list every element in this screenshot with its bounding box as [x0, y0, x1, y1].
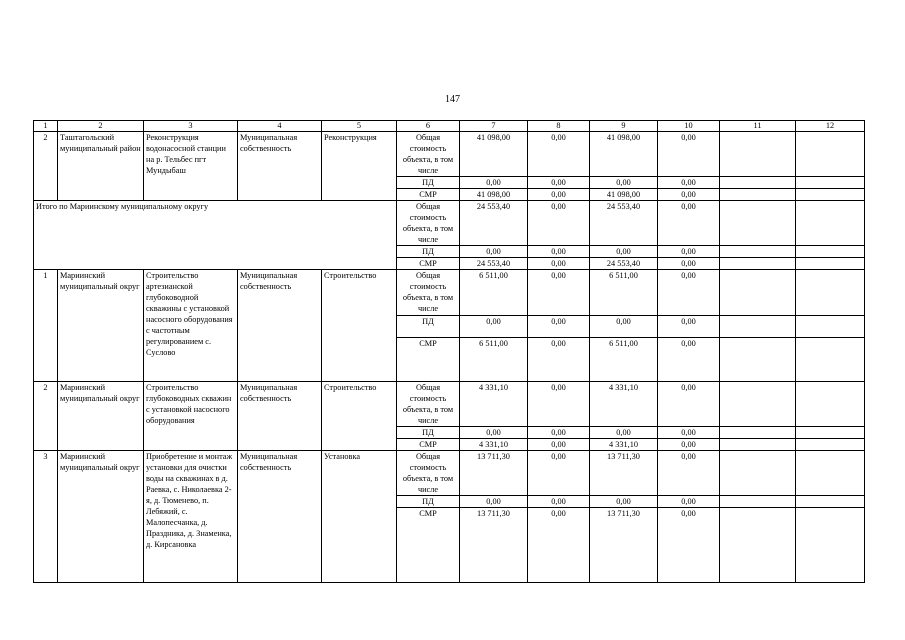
value-v8: 0,00 — [528, 189, 590, 201]
empty-cell-11 — [720, 189, 796, 201]
value-v7: 13 711,30 — [460, 508, 528, 583]
empty-cell-12 — [796, 427, 865, 439]
value-v7: 13 711,30 — [460, 451, 528, 496]
cost-label-smr: СМР — [397, 258, 460, 270]
empty-cell-11 — [720, 201, 796, 246]
table-row — [34, 201, 865, 246]
header-cell: 10 — [658, 121, 720, 132]
subtotal-label: Итого по Мариинскому муниципальному округу — [34, 201, 397, 270]
header-cell: 8 — [528, 121, 590, 132]
value-v8: 0,00 — [528, 427, 590, 439]
work-type-cell: Строительство — [322, 382, 397, 451]
empty-cell-11 — [720, 258, 796, 270]
value-v8: 0,00 — [528, 270, 590, 316]
value-v7: 24 553,40 — [460, 201, 528, 246]
value-v7: 0,00 — [460, 496, 528, 508]
value-v7: 24 553,40 — [460, 258, 528, 270]
empty-cell-11 — [720, 270, 796, 316]
cost-label-pd: ПД — [397, 177, 460, 189]
empty-cell-11 — [720, 439, 796, 451]
value-v9: 13 711,30 — [590, 451, 658, 496]
empty-cell-11 — [720, 246, 796, 258]
header-row — [34, 121, 865, 132]
value-v10: 0,00 — [658, 316, 720, 338]
object-cell: Реконструкция водонасосной станции на р. Тельбес пгт Мундыбаш — [144, 132, 238, 201]
value-v10: 0,00 — [658, 258, 720, 270]
value-v8: 0,00 — [528, 451, 590, 496]
municipality-cell: Мариинский муниципальный округ — [58, 270, 144, 382]
value-v8: 0,00 — [528, 258, 590, 270]
value-v9: 0,00 — [590, 177, 658, 189]
empty-cell-12 — [796, 496, 865, 508]
municipality-cell: Мариинский муниципальный округ — [58, 451, 144, 583]
page-number: 147 — [445, 94, 460, 105]
header-cell: 1 — [34, 121, 58, 132]
value-v7: 0,00 — [460, 427, 528, 439]
value-v7: 0,00 — [460, 246, 528, 258]
cost-label-smr: СМР — [397, 439, 460, 451]
header-cell: 7 — [460, 121, 528, 132]
header-cell: 5 — [322, 121, 397, 132]
work-type-cell: Реконструкция — [322, 132, 397, 201]
empty-cell-12 — [796, 270, 865, 316]
ownership-cell: Муниципальная собственность — [238, 132, 322, 201]
value-v9: 24 553,40 — [590, 201, 658, 246]
cost-label-total: Общая стоимость объекта, в том числе — [397, 451, 460, 496]
header-cell: 9 — [590, 121, 658, 132]
value-v8: 0,00 — [528, 338, 590, 382]
cost-label-pd: ПД — [397, 496, 460, 508]
value-v10: 0,00 — [658, 508, 720, 583]
table-row — [34, 451, 865, 496]
value-v8: 0,00 — [528, 316, 590, 338]
empty-cell-11 — [720, 338, 796, 382]
value-v9: 0,00 — [590, 246, 658, 258]
empty-cell-11 — [720, 427, 796, 439]
value-v10: 0,00 — [658, 496, 720, 508]
value-v8: 0,00 — [528, 201, 590, 246]
value-v10: 0,00 — [658, 132, 720, 177]
empty-cell-11 — [720, 496, 796, 508]
value-v7: 0,00 — [460, 316, 528, 338]
cost-label-pd: ПД — [397, 246, 460, 258]
object-cell: Строительство глубоководных скважин с установкой насосного оборудования — [144, 382, 238, 451]
empty-cell-12 — [796, 338, 865, 382]
value-v9: 13 711,30 — [590, 508, 658, 583]
empty-cell-11 — [720, 508, 796, 583]
header-cell: 3 — [144, 121, 238, 132]
municipality-cell: Мариинский муниципальный округ — [58, 382, 144, 451]
ownership-cell: Муниципальная собственность — [238, 382, 322, 451]
empty-cell-12 — [796, 382, 865, 427]
value-v8: 0,00 — [528, 177, 590, 189]
financing-table — [33, 120, 865, 583]
value-v8: 0,00 — [528, 496, 590, 508]
value-v10: 0,00 — [658, 427, 720, 439]
municipality-cell: Таштагольский муниципальный район — [58, 132, 144, 201]
value-v9: 6 511,00 — [590, 338, 658, 382]
value-v10: 0,00 — [658, 201, 720, 246]
cost-label-total: Общая стоимость объекта, в том числе — [397, 201, 460, 246]
object-cell: Строительство артезианской глубоководной скважины с установкой насосного оборудования с частотным регулированием с. Суслово — [144, 270, 238, 382]
value-v7: 41 098,00 — [460, 189, 528, 201]
value-v9: 0,00 — [590, 316, 658, 338]
empty-cell-11 — [720, 177, 796, 189]
value-v8: 0,00 — [528, 132, 590, 177]
value-v9: 4 331,10 — [590, 382, 658, 427]
cost-label-pd: ПД — [397, 316, 460, 338]
cost-label-total: Общая стоимость объекта, в том числе — [397, 270, 460, 316]
header-cell: 11 — [720, 121, 796, 132]
value-v9: 41 098,00 — [590, 189, 658, 201]
value-v10: 0,00 — [658, 189, 720, 201]
value-v10: 0,00 — [658, 270, 720, 316]
row-number: 2 — [34, 132, 58, 201]
cost-label-pd: ПД — [397, 427, 460, 439]
cost-label-total: Общая стоимость объекта, в том числе — [397, 132, 460, 177]
value-v7: 6 511,00 — [460, 338, 528, 382]
value-v8: 0,00 — [528, 508, 590, 583]
empty-cell-12 — [796, 201, 865, 246]
value-v7: 0,00 — [460, 177, 528, 189]
header-cell: 12 — [796, 121, 865, 132]
empty-cell-11 — [720, 451, 796, 496]
value-v10: 0,00 — [658, 439, 720, 451]
header-cell: 2 — [58, 121, 144, 132]
table-row — [34, 382, 865, 427]
table-row — [34, 132, 865, 177]
value-v7: 41 098,00 — [460, 132, 528, 177]
value-v10: 0,00 — [658, 246, 720, 258]
value-v10: 0,00 — [658, 382, 720, 427]
empty-cell-12 — [796, 451, 865, 496]
value-v9: 24 553,40 — [590, 258, 658, 270]
empty-cell-12 — [796, 316, 865, 338]
value-v9: 4 331,10 — [590, 439, 658, 451]
empty-cell-12 — [796, 189, 865, 201]
empty-cell-12 — [796, 132, 865, 177]
empty-cell-11 — [720, 132, 796, 177]
header-cell: 6 — [397, 121, 460, 132]
work-type-cell: Строительство — [322, 270, 397, 382]
value-v9: 0,00 — [590, 496, 658, 508]
empty-cell-12 — [796, 246, 865, 258]
value-v10: 0,00 — [658, 338, 720, 382]
empty-cell-12 — [796, 258, 865, 270]
ownership-cell: Муниципальная собственность — [238, 270, 322, 382]
header-cell: 4 — [238, 121, 322, 132]
table-row — [34, 270, 865, 316]
row-number: 1 — [34, 270, 58, 382]
value-v8: 0,00 — [528, 439, 590, 451]
empty-cell-12 — [796, 508, 865, 583]
value-v8: 0,00 — [528, 382, 590, 427]
value-v9: 41 098,00 — [590, 132, 658, 177]
empty-cell-12 — [796, 439, 865, 451]
empty-cell-11 — [720, 316, 796, 338]
object-cell: Приобретение и монтаж установки для очистки воды на скважинах в д. Раевка, с. Николаевка 2-я, д. Тюменево, п. Лебяжий, с. Малопесчанка, д. Праздника, д. Знаменка, д. Кирсановка — [144, 451, 238, 583]
ownership-cell: Муниципальная собственность — [238, 451, 322, 583]
cost-label-smr: СМР — [397, 508, 460, 583]
row-number: 2 — [34, 382, 58, 451]
cost-label-smr: СМР — [397, 189, 460, 201]
cost-label-total: Общая стоимость объекта, в том числе — [397, 382, 460, 427]
value-v7: 4 331,10 — [460, 382, 528, 427]
value-v9: 6 511,00 — [590, 270, 658, 316]
value-v8: 0,00 — [528, 246, 590, 258]
empty-cell-11 — [720, 382, 796, 427]
value-v9: 0,00 — [590, 427, 658, 439]
work-type-cell: Установка — [322, 451, 397, 583]
value-v7: 4 331,10 — [460, 439, 528, 451]
value-v10: 0,00 — [658, 177, 720, 189]
value-v7: 6 511,00 — [460, 270, 528, 316]
row-number: 3 — [34, 451, 58, 583]
empty-cell-12 — [796, 177, 865, 189]
cost-label-smr: СМР — [397, 338, 460, 382]
value-v10: 0,00 — [658, 451, 720, 496]
